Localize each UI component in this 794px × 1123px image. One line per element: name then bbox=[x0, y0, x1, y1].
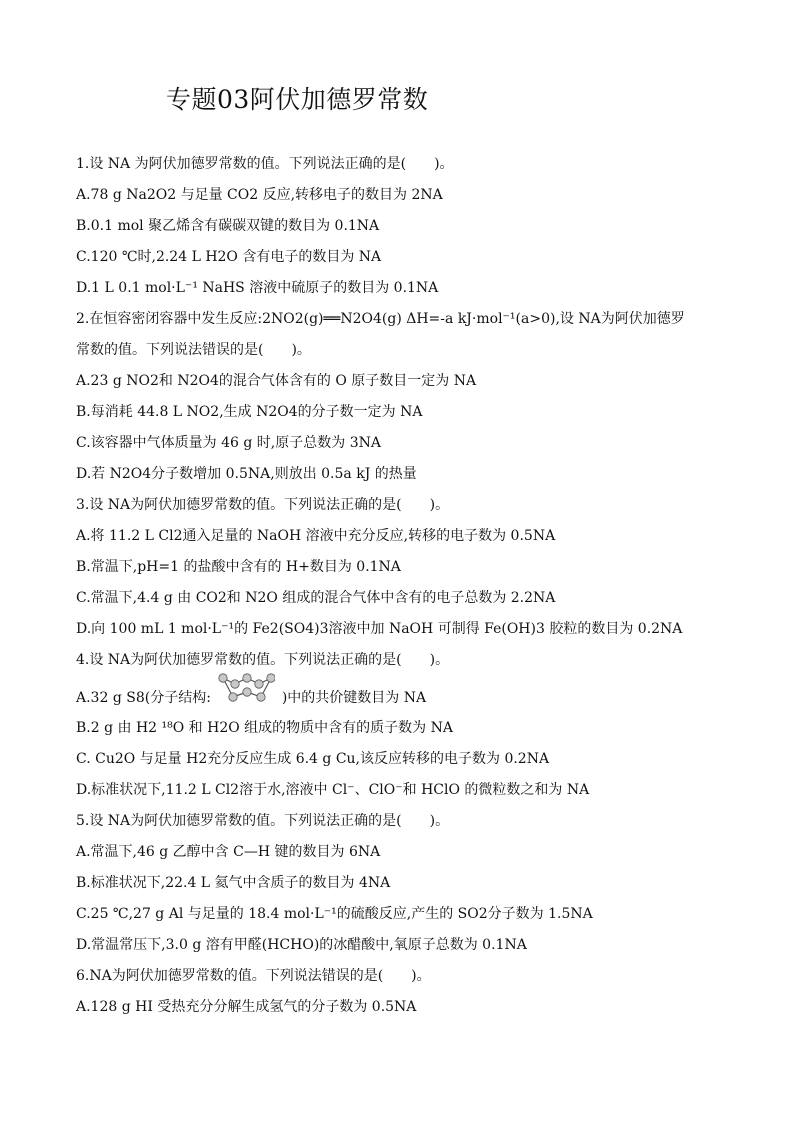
page-title: 专题03阿伏加德罗常数 bbox=[166, 85, 429, 114]
question-5-option-c: C.25 ℃,27 g Al 与足量的 18.4 mol·L⁻¹的硫酸反应,产生的 SO2分子数为 1.5NA bbox=[76, 906, 593, 922]
question-4-option-c: C. Cu2O 与足量 H2充分反应生成 6.4 g Cu,该反应转移的电子数为 0.2NA bbox=[76, 751, 550, 767]
question-2-option-a: A.23 g NO2和 N2O4的混合气体含有的 O 原子数目一定为 NA bbox=[76, 373, 477, 389]
question-2-stem-cont: 常数的值。下列说法错误的是( )。 bbox=[76, 342, 311, 358]
question-2-stem: 2.在恒容密闭容器中发生反应:2NO2(g)══N2O4(g) ΔH=-a kJ·mol⁻¹(a>0),设 NA为阿伏加德罗 bbox=[76, 311, 685, 327]
s8-text-after: )中的共价键数目为 NA bbox=[281, 690, 427, 706]
s8-crown-molecule-icon bbox=[217, 689, 275, 707]
question-4-stem: 4.设 NA为阿伏加德罗常数的值。下列说法正确的是( )。 bbox=[76, 652, 450, 668]
question-5-stem: 5.设 NA为阿伏加德罗常数的值。下列说法正确的是( )。 bbox=[76, 813, 450, 829]
question-1-option-d: D.1 L 0.1 mol·L⁻¹ NaHS 溶液中硫原子的数目为 0.1NA bbox=[76, 280, 439, 296]
question-1-option-b: B.0.1 mol 聚乙烯含有碳碳双键的数目为 0.1NA bbox=[76, 218, 380, 234]
question-3-option-d: D.向 100 mL 1 mol·L⁻¹的 Fe2(SO4)3溶液中加 NaOH 可制得 Fe(OH)3 胶粒的数目为 0.2NA bbox=[76, 621, 683, 637]
question-3-stem: 3.设 NA为阿伏加德罗常数的值。下列说法正确的是( )。 bbox=[76, 497, 450, 513]
question-5-option-b: B.标准状况下,22.4 L 氦气中含质子的数目为 4NA bbox=[76, 875, 391, 891]
question-5-option-d: D.常温常压下,3.0 g 溶有甲醛(HCHO)的冰醋酸中,氧原子总数为 0.1NA bbox=[76, 937, 527, 953]
question-2-option-c: C.该容器中气体质量为 46 g 时,原子总数为 3NA bbox=[76, 435, 381, 451]
question-6-stem: 6.NA为阿伏加德罗常数的值。下列说法错误的是( )。 bbox=[76, 968, 431, 984]
question-3-option-c: C.常温下,4.4 g 由 CO2和 N2O 组成的混合气体中含有的电子总数为 2.2NA bbox=[76, 590, 556, 606]
question-1-option-c: C.120 ℃时,2.24 L H2O 含有电子的数目为 NA bbox=[76, 249, 382, 265]
question-4-option-b: B.2 g 由 H2 ¹⁸O 和 H2O 组成的物质中含有的质子数为 NA bbox=[76, 720, 453, 736]
question-3-option-a: A.将 11.2 L Cl2通入足量的 NaOH 溶液中充分反应,转移的电子数为 0.5NA bbox=[76, 528, 556, 544]
question-2-option-b: B.每消耗 44.8 L NO2,生成 N2O4的分子数一定为 NA bbox=[76, 404, 423, 420]
question-4-option-a bbox=[76, 676, 736, 713]
question-4-option-d: D.标准状况下,11.2 L Cl2溶于水,溶液中 Cl⁻、ClO⁻和 HClO 的微粒数之和为 NA bbox=[76, 782, 590, 798]
question-1-option-a: A.78 g Na2O2 与足量 CO2 反应,转移电子的数目为 2NA bbox=[76, 187, 443, 203]
s8-text-before: A.32 g S8(分子结构: bbox=[76, 690, 211, 706]
question-list bbox=[76, 149, 736, 1023]
question-1-stem: 1.设 NA 为阿伏加德罗常数的值。下列说法正确的是( )。 bbox=[76, 156, 454, 172]
question-2-option-d: D.若 N2O4分子数增加 0.5NA,则放出 0.5a kJ 的热量 bbox=[76, 466, 417, 482]
question-6-option-a: A.128 g HI 受热充分分解生成氢气的分子数为 0.5NA bbox=[76, 999, 417, 1015]
question-3-option-b: B.常温下,pH=1 的盐酸中含有的 H+数目为 0.1NA bbox=[76, 559, 401, 575]
question-5-option-a: A.常温下,46 g 乙醇中含 C—H 键的数目为 6NA bbox=[76, 844, 381, 860]
